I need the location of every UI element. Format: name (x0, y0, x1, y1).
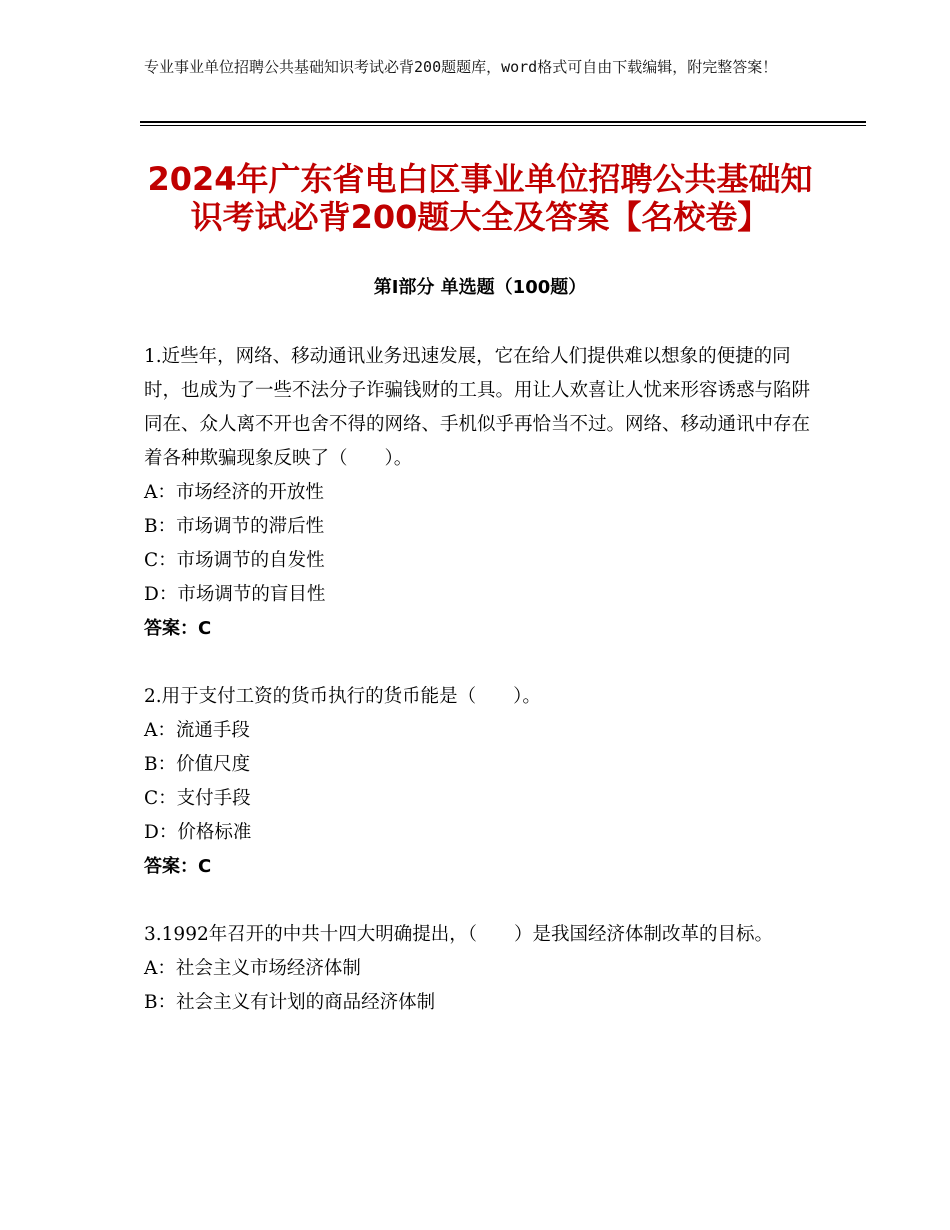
document-title: 2024年广东省电白区事业单位招聘公共基础知识考试必背200题大全及答案【名校卷】 (147, 160, 813, 236)
option-d: D：价格标准 (144, 822, 252, 843)
option-a: A：市场经济的开放性 (144, 482, 324, 503)
option-b: B：价值尺度 (144, 754, 251, 775)
answer: 答案：C (144, 856, 212, 877)
header-rule-thin (140, 125, 866, 126)
option-c: C：市场调节的自发性 (144, 550, 325, 571)
question-text: 1.近些年，网络、移动通讯业务迅速发展，它在给人们提供难以想象的便捷的同时，也成为了一些不法分子诈骗钱财的工具。用让人欢喜让人忧来形容诱惑与陷阱同在、众人离不开也舍不得的网络、手机似乎再恰当不过。网络、移动通讯中存在着各种欺骗现象反映了（ ）。 (144, 346, 811, 469)
option-d: D：市场调节的盲目性 (144, 584, 326, 605)
answer: 答案：C (144, 618, 212, 639)
section-title: 第Ⅰ部分 单选题（100题） (373, 277, 587, 298)
question-3 (144, 918, 814, 1020)
option-b: B：社会主义有计划的商品经济体制 (144, 992, 436, 1013)
header-rule-thick (140, 121, 866, 123)
option-a: A：流通手段 (144, 720, 250, 741)
option-a: A：社会主义市场经济体制 (144, 958, 361, 979)
header-note: 专业事业单位招聘公共基础知识考试必背200题题库，word格式可自由下载编辑，附完整答案！ (144, 58, 778, 76)
option-c: C：支付手段 (144, 788, 251, 809)
question-1 (144, 340, 814, 646)
question-text: 2.用于支付工资的货币执行的货币能是（ ）。 (144, 686, 541, 707)
question-text: 3.1992年召开的中共十四大明确提出，（ ）是我国经济体制改革的目标。 (144, 924, 773, 945)
question-list (144, 340, 814, 1054)
option-b: B：市场调节的滞后性 (144, 516, 325, 537)
question-2 (144, 680, 814, 884)
